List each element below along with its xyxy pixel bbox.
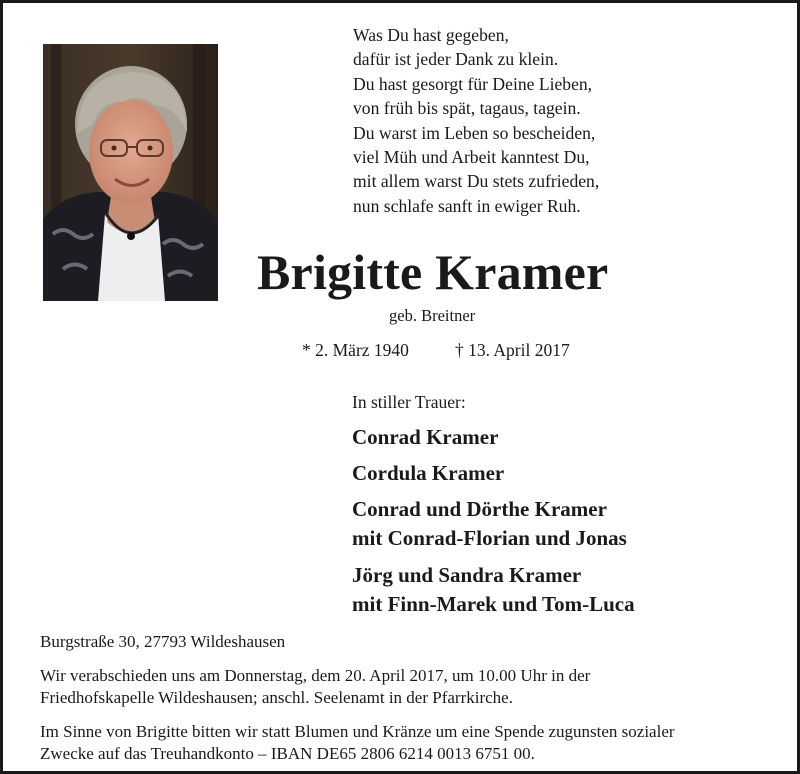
poem-line: mit allem warst Du stets zufrieden, — [353, 171, 600, 192]
mourner-name: mit Finn-Marek und Tom-Luca — [352, 592, 635, 616]
mourner-name: Conrad und Dörthe Kramer — [352, 497, 607, 521]
maiden-name: geb. Breitner — [389, 306, 476, 325]
service-info-line: Friedhofskapelle Wildeshausen; anschl. Seelenamt in der Pfarrkirche. — [40, 688, 513, 707]
poem-line: von früh bis spät, tagaus, tagein. — [353, 98, 581, 119]
poem-line: viel Müh und Arbeit kanntest Du, — [353, 147, 590, 168]
death-date: † 13. April 2017 — [455, 340, 570, 360]
birth-date: * 2. März 1940 — [302, 340, 409, 360]
service-info-line: Wir verabschieden uns am Donnerstag, dem 20. April 2017, um 10.00 Uhr in der — [40, 666, 591, 685]
mourning-label: In stiller Trauer: — [352, 392, 466, 412]
portrait-photo-icon — [43, 44, 218, 301]
donation-info-line: Im Sinne von Brigitte bitten wir statt Blumen und Kränze um eine Spende zugunsten sozialer — [40, 722, 675, 741]
poem — [353, 23, 773, 218]
poem-line: Was Du hast gegeben, — [353, 25, 509, 45]
mourner-name: Conrad Kramer — [352, 425, 499, 449]
poem-line: Du warst im Leben so bescheiden, — [353, 122, 596, 143]
mourner-name: Jörg und Sandra Kramer — [352, 563, 582, 587]
deceased-name: Brigitte Kramer — [257, 244, 609, 300]
mourner-name: mit Conrad-Florian und Jonas — [352, 526, 627, 550]
poem-line: Du hast gesorgt für Deine Lieben, — [353, 73, 593, 94]
address: Burgstraße 30, 27793 Wildeshausen — [40, 632, 286, 651]
donation-info-line: Zwecke auf das Treuhandkonto – IBAN DE65 2806 6214 0013 6751 00. — [40, 744, 535, 763]
poem-line: nun schlafe sanft in ewiger Ruh. — [353, 195, 581, 216]
mourner-name: Cordula Kramer — [352, 461, 505, 485]
poem-line: dafür ist jeder Dank zu klein. — [353, 49, 559, 70]
